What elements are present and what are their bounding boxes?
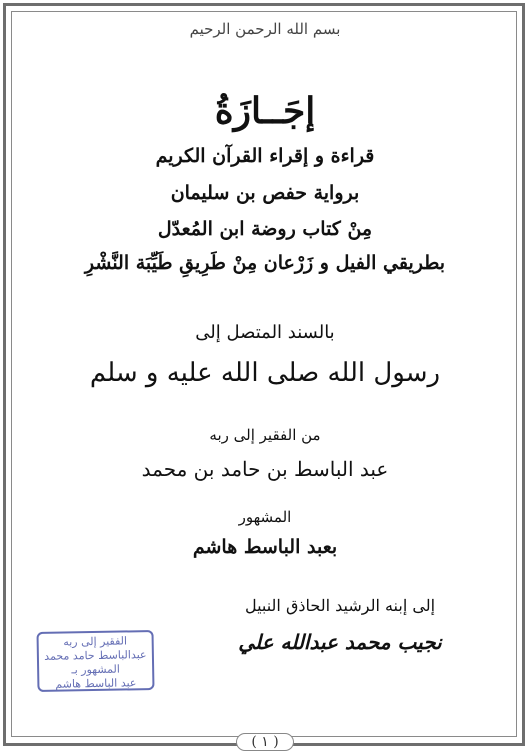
seal-stamp [36,630,154,692]
chain-prophet: رسول الله صلى الله عليه و سلم [89,358,441,388]
subtitle-line-2: برواية حفص بن سليمان [170,182,360,204]
from-name: عبد الباسط بن حامد بن محمد [141,457,389,481]
to-name: نجيب محمد عبدالله علي [238,630,442,654]
basmala: بسم الله الرحمن الرحيم [189,20,341,38]
known-as-label: المشهور [238,508,292,526]
stamp-line-2: عبدالباسط حامد محمد [44,648,147,663]
page-number-label: ( ١ ) [236,733,293,751]
from-intro: من الفقير إلى ربه [209,426,321,444]
page-number [0,733,530,751]
stamp-line-4: عبد الباسط هاشم [55,676,137,691]
subtitle-line-4: بطريقي الفيل و زَرْعان مِنْ طَرِيقِ طَيِّبَة النَّشْرِ [84,252,446,274]
to-intro: إلى إبنه الرشيد الحاذق النبيل [244,596,436,615]
subtitle-line-3: مِنْ كتاب روضة ابن المُعدّل [157,218,373,240]
chain-intro: بالسند المتصل إلى [195,322,335,343]
subtitle-line-1: قراءة و إقراء القرآن الكريم [155,145,375,167]
known-as-name: بعبد الباسط هاشم [192,536,338,558]
document-title: إجَــازَةُ [214,90,316,132]
stamp-line-3: المشهور بـ [71,662,120,677]
stamp-line-1: الفقير إلى ربه [63,634,128,649]
